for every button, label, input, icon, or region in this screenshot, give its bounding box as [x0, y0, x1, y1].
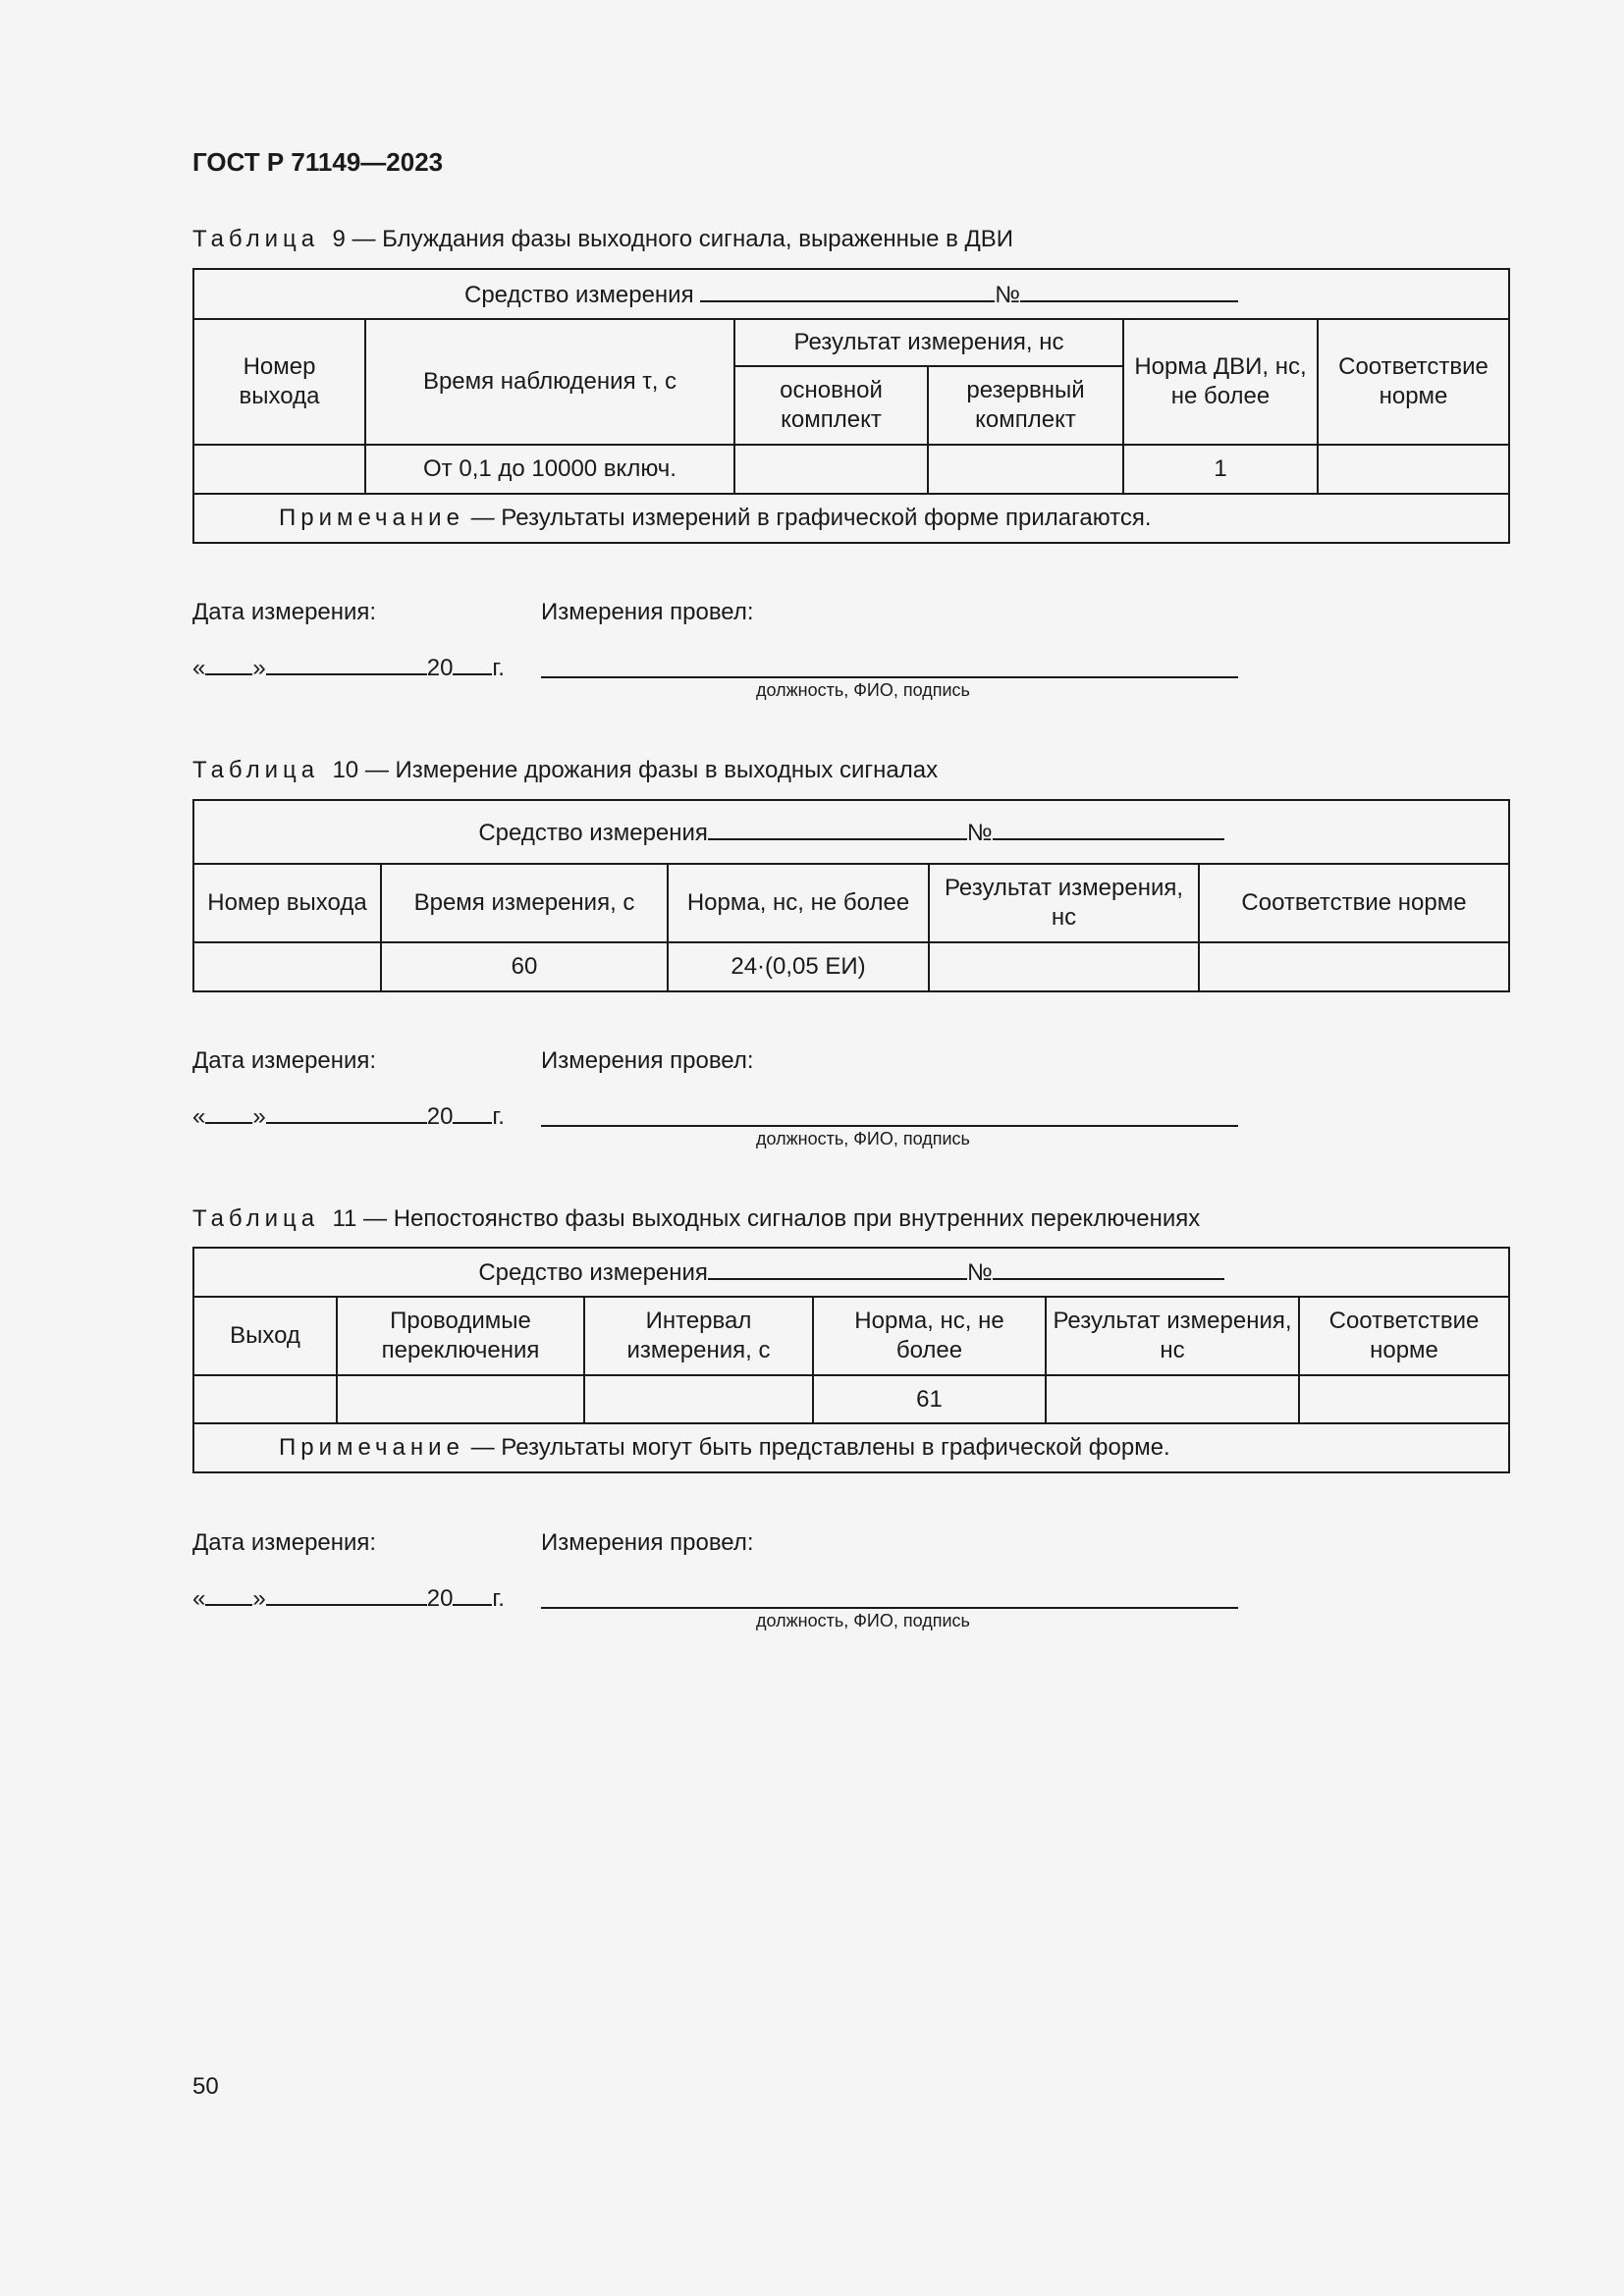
page-number: 50 — [192, 2073, 219, 2100]
table9-note-text: — Результаты измерений в графической форме прилагаются. — [463, 505, 1152, 531]
table-word: Таблица — [192, 757, 320, 783]
performed-label-1: Измерения провел: — [541, 599, 754, 625]
year-prefix: 20 — [426, 1585, 454, 1612]
table11-cell-output — [193, 1375, 337, 1423]
table10-header-result: Результат измерения, нс — [929, 864, 1199, 942]
table10-title: — Измерение дрожания фазы в выходных сигналах — [358, 757, 939, 783]
number-blank — [1020, 279, 1238, 302]
table11-cell-interval — [584, 1375, 813, 1423]
date-line-1 — [192, 652, 505, 682]
signature-caption-2: должность, ФИО, подпись — [756, 1129, 970, 1148]
table10-cell-meas-time: 60 — [381, 942, 668, 991]
number-sign: № — [966, 1259, 993, 1286]
instrument-blank — [708, 1256, 967, 1280]
table11 — [192, 1247, 1510, 1473]
date-label-3: Дата измерения: — [192, 1529, 377, 1556]
table9-instrument-row — [193, 269, 1509, 319]
day-blank — [205, 652, 252, 675]
table9 — [192, 268, 1510, 544]
year-suffix: г. — [492, 1103, 505, 1130]
table-word: Таблица — [192, 226, 320, 252]
performed-label-3: Измерения провел: — [541, 1529, 754, 1556]
table9-cell-output — [193, 445, 365, 494]
signature-line-1 — [541, 676, 1238, 678]
note-word: Примечание — [279, 505, 464, 531]
quote-close: » — [252, 655, 266, 681]
signature-caption-1: должность, ФИО, подпись — [756, 680, 970, 700]
table10-header-compliance: Соответствие норме — [1199, 864, 1509, 942]
number-sign: № — [966, 819, 993, 846]
document-id: ГОСТ Р 71149—2023 — [192, 147, 444, 177]
table9-header-reserve: резервный комплект — [928, 366, 1123, 445]
table10 — [192, 799, 1510, 992]
table10-cell-result — [929, 942, 1199, 991]
number-blank — [993, 1256, 1224, 1280]
instrument-label: Средство измерения — [478, 1259, 708, 1286]
year-prefix: 20 — [426, 1103, 454, 1130]
instrument-blank — [700, 279, 995, 302]
quote-open: « — [192, 1103, 206, 1130]
month-blank — [266, 652, 427, 675]
table10-cell-norm: 24·(0,05 ЕИ) — [668, 942, 929, 991]
table9-number: 9 — [332, 226, 346, 252]
date-line-2 — [192, 1100, 505, 1131]
table9-header-main: основной комплект — [734, 366, 928, 445]
table9-cell-norm: 1 — [1123, 445, 1318, 494]
table11-cell-compliance — [1299, 1375, 1509, 1423]
table10-instrument-row — [193, 800, 1509, 864]
quote-open: « — [192, 1585, 206, 1612]
table9-header-result: Результат измерения, нс — [734, 319, 1123, 366]
table9-cell-compliance — [1318, 445, 1509, 494]
signature-line-3 — [541, 1607, 1238, 1609]
table9-note — [193, 494, 1509, 543]
table11-header-result: Результат измерения, нс — [1046, 1297, 1299, 1375]
table-word: Таблица — [192, 1205, 320, 1232]
table11-cell-norm: 61 — [813, 1375, 1046, 1423]
table11-note-text: — Результаты могут быть представлены в графической форме. — [463, 1434, 1170, 1461]
table9-cell-reserve — [928, 445, 1123, 494]
table9-cell-obs-time: От 0,1 до 10000 включ. — [365, 445, 734, 494]
table11-note — [193, 1423, 1509, 1472]
day-blank — [205, 1100, 252, 1124]
table9-header-obs-time: Время наблюдения τ, с — [365, 319, 734, 445]
performed-label-2: Измерения провел: — [541, 1047, 754, 1074]
table11-header-output: Выход — [193, 1297, 337, 1375]
month-blank — [266, 1582, 427, 1606]
table10-number: 10 — [332, 757, 359, 783]
note-word: Примечание — [279, 1434, 464, 1461]
date-label-2: Дата измерения: — [192, 1047, 377, 1074]
number-blank — [993, 817, 1224, 840]
quote-close: » — [252, 1585, 266, 1612]
table11-title: — Непостоянство фазы выходных сигналов при внутренних переключениях — [356, 1205, 1201, 1232]
year-blank — [453, 1100, 492, 1124]
year-blank — [453, 652, 492, 675]
table9-title: — Блуждания фазы выходного сигнала, выраженные в ДВИ — [345, 226, 1014, 252]
table9-header-output-no: Номер выхода — [193, 319, 365, 445]
month-blank — [266, 1100, 427, 1124]
table11-number: 11 — [332, 1205, 357, 1232]
table11-header-interval: Интервал измерения, с — [584, 1297, 813, 1375]
table9-cell-main — [734, 445, 928, 494]
year-blank — [453, 1582, 492, 1606]
day-blank — [205, 1582, 252, 1606]
table11-header-compliance: Соответствие норме — [1299, 1297, 1509, 1375]
date-line-3 — [192, 1582, 505, 1613]
table10-header-norm: Норма, нс, не более — [668, 864, 929, 942]
table9-caption — [192, 226, 1013, 253]
instrument-blank — [708, 817, 967, 840]
table9-header-norm: Норма ДВИ, нс, не более — [1123, 319, 1318, 445]
instrument-label: Средство измерения — [478, 819, 708, 846]
instrument-label: Средство измерения — [463, 281, 694, 308]
table11-header-norm: Норма, нс, не более — [813, 1297, 1046, 1375]
date-label-1: Дата измерения: — [192, 599, 377, 625]
table10-cell-output — [193, 942, 381, 991]
year-suffix: г. — [492, 655, 505, 681]
table11-cell-result — [1046, 1375, 1299, 1423]
table11-caption — [192, 1205, 1200, 1233]
table10-cell-compliance — [1199, 942, 1509, 991]
table11-instrument-row — [193, 1248, 1509, 1297]
signature-caption-3: должность, ФИО, подпись — [756, 1611, 970, 1630]
table10-caption — [192, 757, 938, 784]
quote-close: » — [252, 1103, 266, 1130]
table10-header-output-no: Номер выхода — [193, 864, 381, 942]
table11-cell-switches — [337, 1375, 584, 1423]
quote-open: « — [192, 655, 206, 681]
number-sign: № — [995, 281, 1021, 308]
signature-line-2 — [541, 1125, 1238, 1127]
year-suffix: г. — [492, 1585, 505, 1612]
table11-header-switches: Проводимые переключения — [337, 1297, 584, 1375]
year-prefix: 20 — [426, 655, 454, 681]
table9-header-compliance: Соответствие норме — [1318, 319, 1509, 445]
table10-header-meas-time: Время измерения, с — [381, 864, 668, 942]
